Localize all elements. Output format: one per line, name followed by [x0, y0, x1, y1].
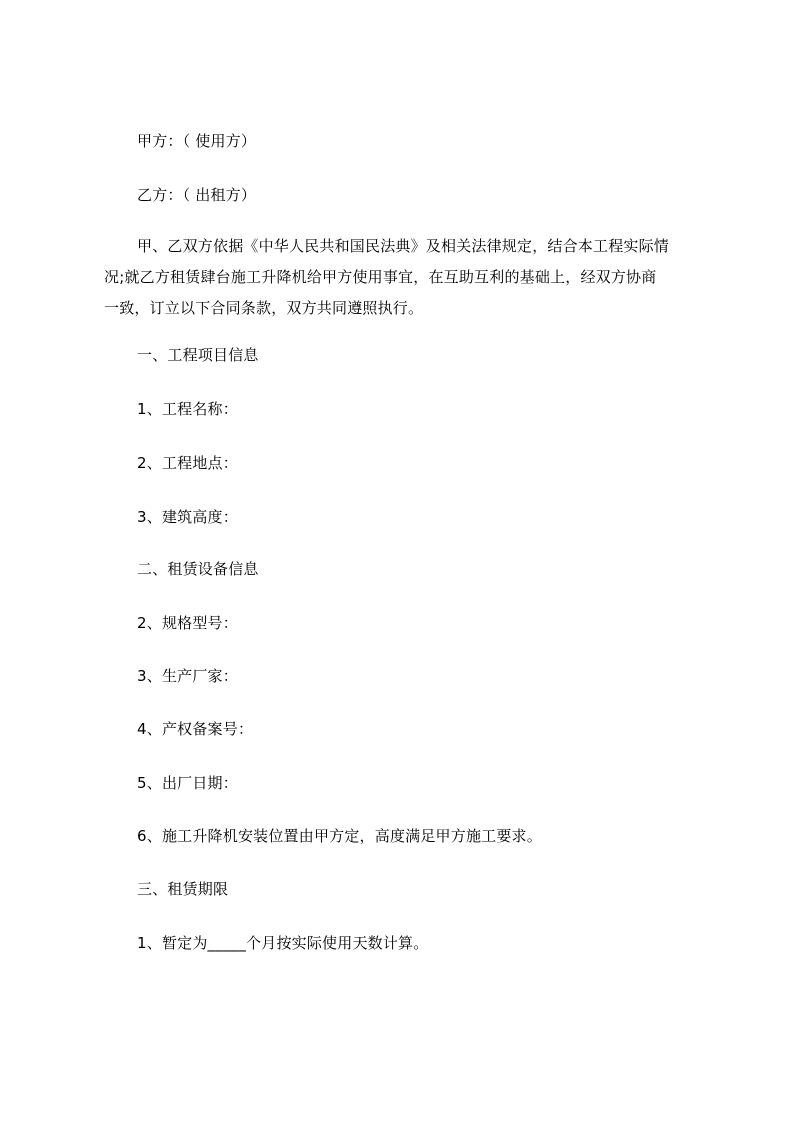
factory-date-item: 5、出厂日期：: [137, 774, 238, 792]
party-b-line: 乙方：（ 出租方）: [137, 186, 257, 204]
section-1-heading: 一、工程项目信息: [137, 346, 259, 364]
project-name-item: 1、工程名称：: [137, 400, 238, 418]
section-2-heading: 二、租赁设备信息: [137, 560, 259, 578]
section-3-heading: 三、租赁期限: [137, 880, 229, 898]
intro-paragraph: [104, 230, 700, 323]
party-a-line: 甲方：（ 使用方）: [137, 132, 257, 150]
property-record-item: 4、产权备案号：: [137, 720, 254, 738]
spec-model-item: 2、规格型号：: [137, 614, 238, 632]
lease-term-item: 1、暂定为_____个月按实际使用天数计算。: [137, 934, 429, 952]
intro-line-2: 况;就乙方租赁肆台施工升降机给甲方使用事宜，在互助互利的基础上，经双方协商: [104, 267, 657, 286]
manufacturer-item: 3、生产厂家：: [137, 667, 238, 685]
install-location-item: 6、施工升降机安装位置由甲方定，高度满足甲方施工要求。: [137, 827, 542, 845]
project-location-item: 2、工程地点：: [137, 454, 238, 472]
building-height-item: 3、建筑高度：: [137, 508, 238, 526]
intro-line-3: 一致，订立以下合同条款，双方共同遵照执行。: [104, 298, 424, 317]
intro-line-1: 甲、乙双方依据《中华人民共和国民法典》及相关法律规定，结合本工程实际情: [137, 236, 670, 255]
